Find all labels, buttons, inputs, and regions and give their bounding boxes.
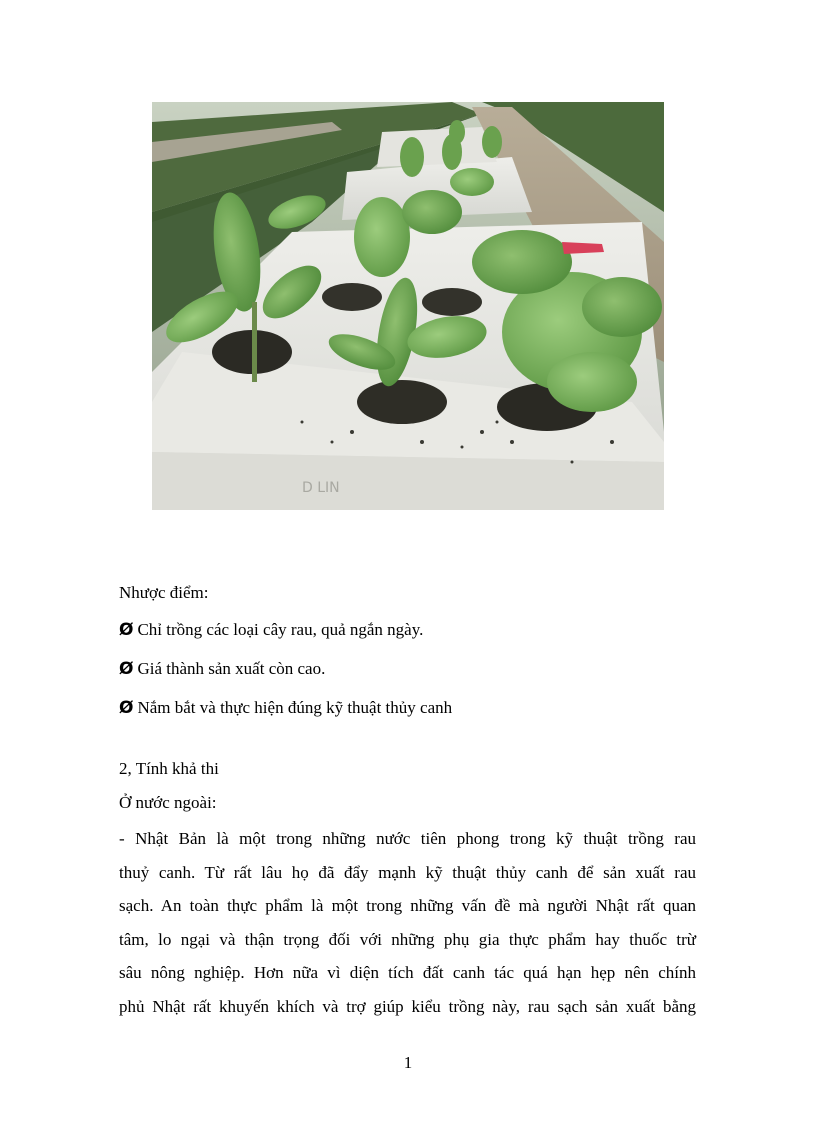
page-number: 1 xyxy=(403,1053,413,1072)
paragraph-line: tâm, lo ngại và thận trọng đối với những phụ gia thực phẩm hay thuốc trừ xyxy=(119,929,696,949)
bullet-item xyxy=(119,659,696,679)
disadvantages-heading: Nhược điểm: xyxy=(119,583,209,602)
bullet-item xyxy=(119,620,696,640)
bullet-item xyxy=(119,698,696,718)
hydroponic-vegetables-photo xyxy=(152,102,664,510)
paragraph-line: - Nhật Bản là một trong những nước tiên phong trong kỹ thuật trồng rau xyxy=(119,829,696,848)
bullet-item-text: Nắm bắt và thực hiện đúng kỹ thuật thủy canh xyxy=(137,698,453,717)
arrow-bullet-icon: Ø xyxy=(119,620,134,640)
paragraph-line: thuỷ canh. Từ rất lâu họ đã đẩy mạnh kỹ thuật thủy canh để sản xuất rau xyxy=(119,862,696,882)
section-subheading: Ở nước ngoài: xyxy=(119,793,217,812)
paragraph-line: phủ Nhật rất khuyến khích và trợ giúp kiểu trồng này, rau sạch sản xuất bằng xyxy=(119,996,696,1016)
bullet-item-text: Chỉ trồng các loại cây rau, quả ngắn ngày. xyxy=(137,620,424,639)
paragraph-line: sạch. An toàn thực phẩm là một trong những vấn đề mà người Nhật rất quan xyxy=(119,896,696,915)
paragraph-line: sâu nông nghiệp. Hơn nữa vì diện tích đất canh tác quá hạn hẹp nên chính xyxy=(119,963,696,982)
section-heading: 2, Tính khả thi xyxy=(119,759,219,778)
arrow-bullet-icon: Ø xyxy=(119,659,134,679)
bullet-item-text: Giá thành sản xuất còn cao. xyxy=(137,659,326,678)
svg-text:D LIN: D LIN xyxy=(302,480,340,496)
arrow-bullet-icon: Ø xyxy=(119,698,134,718)
body-paragraph xyxy=(119,822,696,1023)
